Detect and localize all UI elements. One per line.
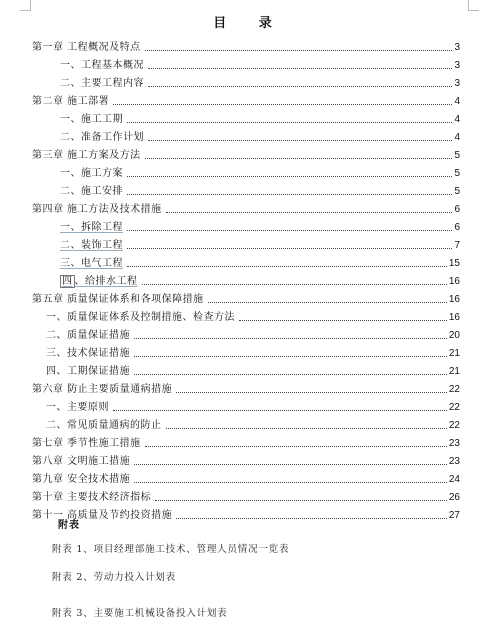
toc-entry-chapter-1[interactable]: [32, 36, 460, 54]
toc-page-number: 20: [448, 330, 460, 341]
toc-page-number: 3: [454, 78, 460, 89]
appendix-item: 附表 1、项目经理部施工技术、管理人员情况一览表: [52, 544, 290, 555]
toc-entry-label: 第四章 施工方法及技术措施: [32, 204, 162, 215]
toc-entry-label: 二、装饰工程: [60, 240, 123, 251]
toc-page-number: 16: [448, 294, 460, 305]
toc-page-number: 16: [448, 312, 460, 323]
appendix-section: [52, 516, 290, 619]
dot-leader: [148, 68, 452, 69]
toc-page-number: 22: [448, 402, 460, 413]
dot-leader: [145, 158, 453, 159]
toc-entry-chapter-5[interactable]: [32, 288, 460, 306]
dot-leader: [127, 122, 452, 123]
toc-entry-section[interactable]: [32, 360, 460, 378]
toc-entry-label: 三、电气工程: [60, 258, 123, 269]
toc-entry-label: 第七章 季节性施工措施: [32, 438, 141, 449]
toc-entry-section[interactable]: [32, 72, 460, 90]
toc-page-number: 4: [454, 96, 460, 107]
toc-entry-section[interactable]: [32, 54, 460, 72]
dot-leader: [113, 410, 447, 411]
toc-page-number: 15: [448, 258, 460, 269]
toc-entry-label: [60, 276, 138, 288]
toc-entry-label: 二、施工安排: [60, 186, 123, 197]
dot-leader: [239, 320, 447, 321]
toc-entry-section[interactable]: [32, 108, 460, 126]
toc-entry-chapter-10[interactable]: [32, 486, 460, 504]
toc-entry-label: 第二章 施工部署: [32, 96, 110, 107]
toc-entry-section[interactable]: [32, 396, 460, 414]
dot-leader: [127, 230, 452, 231]
toc-entry-label: 一、拆除工程: [60, 222, 123, 233]
dot-leader: [127, 194, 452, 195]
toc-page-number: 5: [454, 186, 460, 197]
toc-page-number: 3: [454, 60, 460, 71]
toc-entry-section[interactable]: [32, 270, 460, 288]
toc-entry-section[interactable]: [32, 162, 460, 180]
dot-leader: [148, 86, 452, 87]
toc-page-number: 6: [454, 204, 460, 215]
dot-leader: [148, 140, 452, 141]
toc-entry-label: 一、质量保证体系及控制措施、检查方法: [46, 312, 235, 323]
toc-entry-label: 第六章 防止主要质量通病措施: [32, 384, 173, 395]
toc-page-number: 6: [454, 222, 460, 233]
toc-entry-label: 二、准备工作计划: [60, 132, 144, 143]
toc-entry-section[interactable]: [32, 306, 460, 324]
dot-leader: [155, 500, 447, 501]
dot-leader: [127, 248, 452, 249]
toc-entry-label: 一、主要原则: [46, 402, 109, 413]
dot-leader: [127, 176, 452, 177]
toc-page-number: 5: [454, 150, 460, 161]
toc-entry-chapter-8[interactable]: [32, 450, 460, 468]
toc-page-number: 23: [448, 438, 460, 449]
toc-page-number: 4: [454, 132, 460, 143]
dot-leader: [142, 284, 447, 285]
toc-entry-chapter-9[interactable]: [32, 468, 460, 486]
toc-entry-label: 一、施工方案: [60, 168, 123, 179]
toc-entry-section[interactable]: [32, 180, 460, 198]
dot-leader: [127, 266, 447, 267]
toc-entry-section[interactable]: [32, 126, 460, 144]
toc-entry-label: 三、技术保证措施: [46, 348, 130, 359]
toc-entry-chapter-4[interactable]: [32, 198, 460, 216]
toc-entry-section[interactable]: [32, 216, 460, 234]
appendix-heading: 附表: [58, 520, 80, 531]
appendix-item: 附表 2、劳动力投入计划表: [52, 572, 176, 583]
toc-page-number: 21: [448, 348, 460, 359]
toc-page-number: 7: [454, 240, 460, 251]
toc-entry-label-rest: 、给排水工程: [74, 276, 138, 287]
toc-entry-section[interactable]: [32, 342, 460, 360]
toc-entry-chapter-7[interactable]: [32, 432, 460, 450]
toc-entry-label: 第十一 高质量及节约投资措施: [32, 510, 173, 521]
dot-leader: [134, 356, 447, 357]
toc-entry-section[interactable]: [32, 234, 460, 252]
toc-page-number: 27: [448, 510, 460, 521]
toc-entry-label: 四、工期保证措施: [46, 366, 130, 377]
toc-page-number: 22: [448, 420, 460, 431]
page-corner-mark-right: [468, 0, 479, 11]
dot-leader: [166, 428, 447, 429]
toc-page-number: 16: [448, 276, 460, 287]
appendix-item: 附表 3、主要施工机械设备投入计划表: [52, 608, 228, 619]
toc-page-number: 5: [454, 168, 460, 179]
toc-page-number: 4: [454, 114, 460, 125]
toc-entry-label: 第十章 主要技术经济指标: [32, 492, 152, 503]
toc-entry-label: 一、施工工期: [60, 114, 123, 125]
toc-page-number: 3: [454, 42, 460, 53]
toc-page-number: 24: [448, 474, 460, 485]
dot-leader: [113, 104, 452, 105]
toc-entry-label: 第八章 文明施工措施: [32, 456, 131, 467]
toc-entry-label: 二、主要工程内容: [60, 78, 144, 89]
toc-entry-section[interactable]: [32, 252, 460, 270]
page-corner-mark-left: [20, 0, 31, 11]
toc-entry-label: 一、工程基本概况: [60, 60, 144, 71]
toc-entry-label: 第五章 质量保证体系和各项保障措施: [32, 294, 204, 305]
toc-page-number: 23: [448, 456, 460, 467]
toc-entry-label: 二、常见质量通病的防止: [46, 420, 162, 431]
toc-page-number: 22: [448, 384, 460, 395]
dot-leader: [145, 50, 453, 51]
dot-leader: [208, 302, 447, 303]
toc-list: [32, 36, 460, 522]
toc-entry-label: 第一章 工程概况及特点: [32, 42, 141, 53]
toc-entry-label: 二、质量保证措施: [46, 330, 130, 341]
toc-entry-section[interactable]: [32, 414, 460, 432]
toc-page-number: 26: [448, 492, 460, 503]
boxed-section-number: 四: [62, 276, 73, 287]
dot-leader: [134, 338, 447, 339]
dot-leader: [145, 446, 447, 447]
toc-entry-section[interactable]: [32, 324, 460, 342]
toc-page-number: 21: [448, 366, 460, 377]
dot-leader: [134, 464, 447, 465]
dot-leader: [166, 212, 453, 213]
toc-entry-chapter-2[interactable]: [32, 90, 460, 108]
toc-entry-label: 第九章 安全技术措施: [32, 474, 131, 485]
dot-leader: [134, 374, 447, 375]
page-title: 目 录: [213, 16, 286, 31]
toc-entry-chapter-6[interactable]: [32, 378, 460, 396]
dot-leader: [134, 482, 447, 483]
dot-leader: [176, 392, 447, 393]
toc-entry-label: 第三章 施工方案及方法: [32, 150, 141, 161]
toc-entry-chapter-3[interactable]: [32, 144, 460, 162]
